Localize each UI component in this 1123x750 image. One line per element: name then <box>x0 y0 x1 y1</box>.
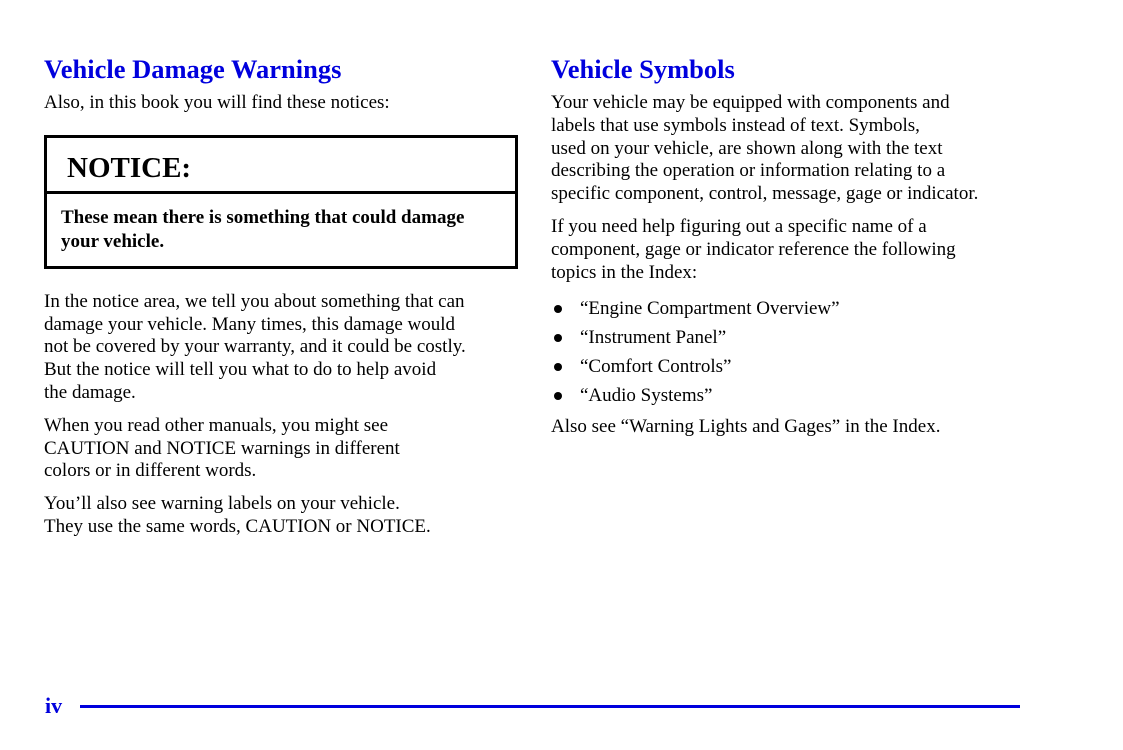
list-item <box>551 294 1031 323</box>
text-line: In the notice area, we tell you about something that can <box>44 290 465 312</box>
text-line: These mean there is something that could damage <box>61 206 465 228</box>
list-item-text: “Engine Compartment Overview” <box>580 298 840 320</box>
paragraph <box>44 415 518 483</box>
text-line: component, gage or indicator reference the following <box>551 238 956 260</box>
text-line: When you read other manuals, you might see <box>44 414 389 436</box>
text-line: If you need help figuring out a specific name of a <box>551 215 927 237</box>
paragraph <box>551 92 1031 206</box>
text-line: not be covered by your warranty, and it could be costly. <box>44 336 466 358</box>
topic-list <box>551 294 1031 410</box>
text-line: They use the same words, CAUTION or NOTICE. <box>44 515 431 537</box>
text-line: describing the operation or information relating to a <box>551 160 946 182</box>
list-item-text: “Instrument Panel” <box>580 327 727 349</box>
closing-text <box>551 416 1031 439</box>
text-line: Your vehicle may be equipped with components and <box>551 92 950 113</box>
paragraph <box>551 216 1031 284</box>
intro-text <box>44 92 518 115</box>
text-line: damage your vehicle. Many times, this damage would <box>44 313 456 335</box>
text-line: labels that use symbols instead of text. Symbols, <box>551 114 920 136</box>
notice-heading: NOTICE: <box>47 138 515 194</box>
text-line: Also see “Warning Lights and Gages” in the Index. <box>551 416 941 438</box>
text-line: used on your vehicle, are shown along with the text <box>551 137 943 159</box>
paragraph <box>44 493 518 539</box>
notice-box <box>44 135 518 269</box>
list-item-text: “Audio Systems” <box>580 385 713 407</box>
text-line: the damage. <box>44 381 136 403</box>
left-column <box>44 52 518 549</box>
bullet-icon <box>554 363 562 371</box>
list-item-text: “Comfort Controls” <box>580 356 732 378</box>
text-line: But the notice will tell you what to do to help avoid <box>44 359 437 381</box>
bullet-icon <box>554 392 562 400</box>
text-line: your vehicle. <box>61 230 165 252</box>
text-line: CAUTION and NOTICE warnings in different <box>44 437 400 459</box>
section-title: Vehicle Symbols <box>551 54 735 84</box>
text-line: colors or in different words. <box>44 460 257 482</box>
notice-body <box>47 194 515 266</box>
right-column <box>551 52 1031 449</box>
page-number: iv <box>45 693 63 718</box>
list-item <box>551 323 1031 352</box>
text-line: Also, in this book you will find these notices: <box>44 92 390 113</box>
bullet-icon <box>554 334 562 342</box>
paragraph <box>44 291 518 405</box>
text-line: specific component, control, message, gage or indicator. <box>551 183 979 205</box>
list-item <box>551 352 1031 381</box>
bullet-icon <box>554 305 562 313</box>
section-title: Vehicle Damage Warnings <box>44 54 342 84</box>
text-line: topics in the Index: <box>551 261 698 283</box>
footer-rule <box>80 705 1020 708</box>
text-line: You’ll also see warning labels on your vehicle. <box>44 493 400 515</box>
list-item <box>551 381 1031 410</box>
